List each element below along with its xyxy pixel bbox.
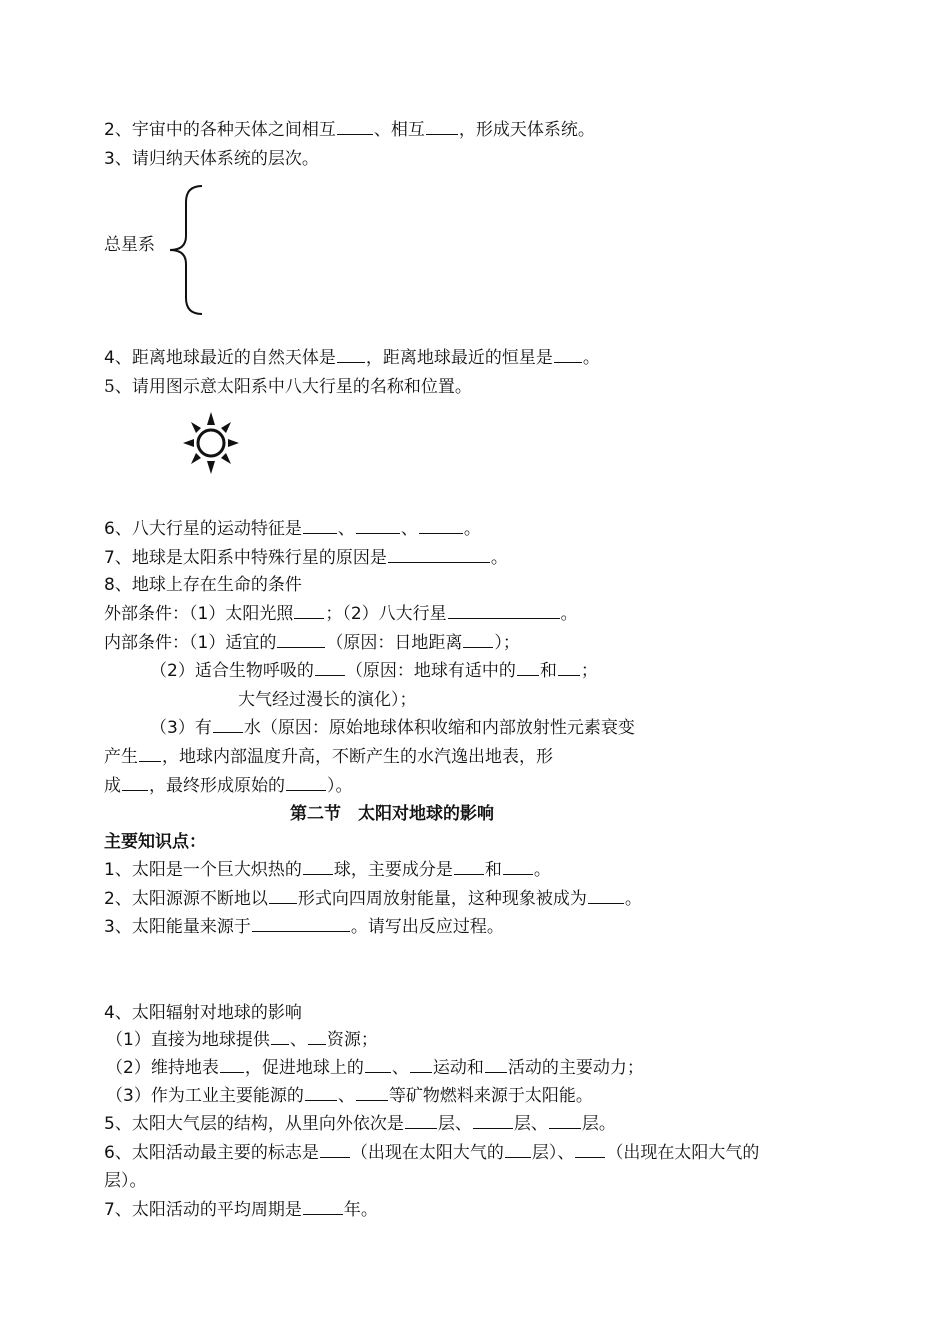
blank: [303, 858, 333, 875]
blank: [356, 1084, 388, 1101]
internal-conditions: 内部条件：（1）适宜的 （原因：日地距离 ）；: [104, 633, 520, 653]
s2-q4-line: 4、太阳辐射对地球的影响: [104, 1003, 302, 1023]
q6-line: 6、八大行星的运动特征是 、 、 。: [104, 519, 481, 539]
internal-condition-2b: 大气经过漫长的演化）；: [238, 690, 417, 710]
s2-q5-line: 5、太阳大气层的结构，从里向外依次是 层、 层、 层。: [104, 1114, 616, 1134]
s2-q1-line: 1、太阳是一个巨大炽热的 球，主要成分是 和 。: [104, 860, 551, 880]
blank: [213, 716, 243, 733]
blank: [426, 118, 458, 135]
blank: [252, 915, 350, 932]
blank: [410, 1056, 432, 1073]
blank: [405, 1112, 437, 1129]
blank: [308, 1028, 326, 1045]
blank: [269, 887, 297, 904]
curly-brace-icon: [166, 184, 206, 316]
internal-condition-3b: 产生 ，地球内部温度升高，不断产生的水汽逸出地表，形: [104, 747, 553, 767]
s2-q4-item-3: （3）作为工业主要能源的 、 等矿物燃料来源于太阳能。: [106, 1086, 593, 1106]
blank: [356, 517, 400, 534]
blank: [473, 1112, 513, 1129]
s2-q3-line: 3、太阳能量来源于 。请写出反应过程。: [104, 917, 504, 937]
blank: [575, 1141, 605, 1158]
blank: [558, 659, 580, 676]
blank: [554, 346, 582, 363]
blank: [448, 602, 560, 619]
blank: [503, 858, 533, 875]
blank: [303, 517, 337, 534]
external-conditions: 外部条件：（1）太阳光照 ；（2）八大行星 。: [104, 604, 578, 624]
blank: [549, 1112, 581, 1129]
blank: [320, 1141, 350, 1158]
section-heading: 主要知识点：: [104, 832, 206, 852]
sun-icon: [181, 411, 241, 475]
q8-line: 8、地球上存在生命的条件: [104, 575, 302, 595]
blank: [463, 631, 493, 648]
blank: [388, 546, 490, 563]
blank: [303, 1198, 343, 1215]
blank: [277, 631, 325, 648]
blank: [337, 346, 365, 363]
q2-line: 2、宇宙中的各种天体之间相互 、相互 ，形成天体系统。: [104, 120, 595, 140]
s2-q4-item-2: （2）维持地表 ，促进地球上的 、 运动和 活动的主要动力；: [106, 1058, 644, 1078]
blank: [365, 1056, 391, 1073]
q5-line: 5、请用图示意太阳系中八大行星的名称和位置。: [104, 377, 472, 397]
internal-condition-2: （2）适合生物呼吸的 （原因：地球有适中的 和 ；: [150, 661, 598, 681]
total-galaxy-label: 总星系: [104, 235, 155, 255]
section-title: 第二节 太阳对地球的影响: [290, 804, 494, 824]
blank: [315, 659, 345, 676]
s2-q6-line-b: 层）。: [104, 1171, 147, 1191]
blank: [419, 517, 463, 534]
blank: [337, 118, 373, 135]
blank: [485, 1056, 507, 1073]
q4-line: 4、距离地球最近的自然天体是 ，距离地球最近的恒星是 。: [104, 348, 600, 368]
blank: [505, 1141, 531, 1158]
q3-line: 3、请归纳天体系统的层次。: [104, 149, 319, 169]
s2-q2-line: 2、太阳源源不断地以 形式向四周放射能量，这种现象被成为 。: [104, 889, 642, 909]
blank: [122, 774, 148, 791]
blank: [139, 745, 161, 762]
blank: [305, 1084, 337, 1101]
blank: [271, 1028, 289, 1045]
blank: [294, 602, 324, 619]
s2-q7-line: 7、太阳活动的平均周期是 年。: [104, 1200, 378, 1220]
s2-q6-line: 6、太阳活动最主要的标志是 （出现在太阳大气的 层）、 （出现在太阳大气的: [104, 1143, 760, 1163]
blank: [517, 659, 539, 676]
blank: [286, 774, 326, 791]
internal-condition-3: （3）有 水（原因：原始地球体积收缩和内部放射性元素衰变: [150, 718, 635, 738]
blank: [454, 858, 484, 875]
internal-condition-3c: 成 ，最终形成原始的 ）。: [104, 776, 353, 796]
blank: [220, 1056, 244, 1073]
blank: [588, 887, 624, 904]
q7-line: 7、地球是太阳系中特殊行星的原因是 。: [104, 548, 508, 568]
s2-q4-item-1: （1）直接为地球提供 、 资源；: [106, 1030, 378, 1050]
